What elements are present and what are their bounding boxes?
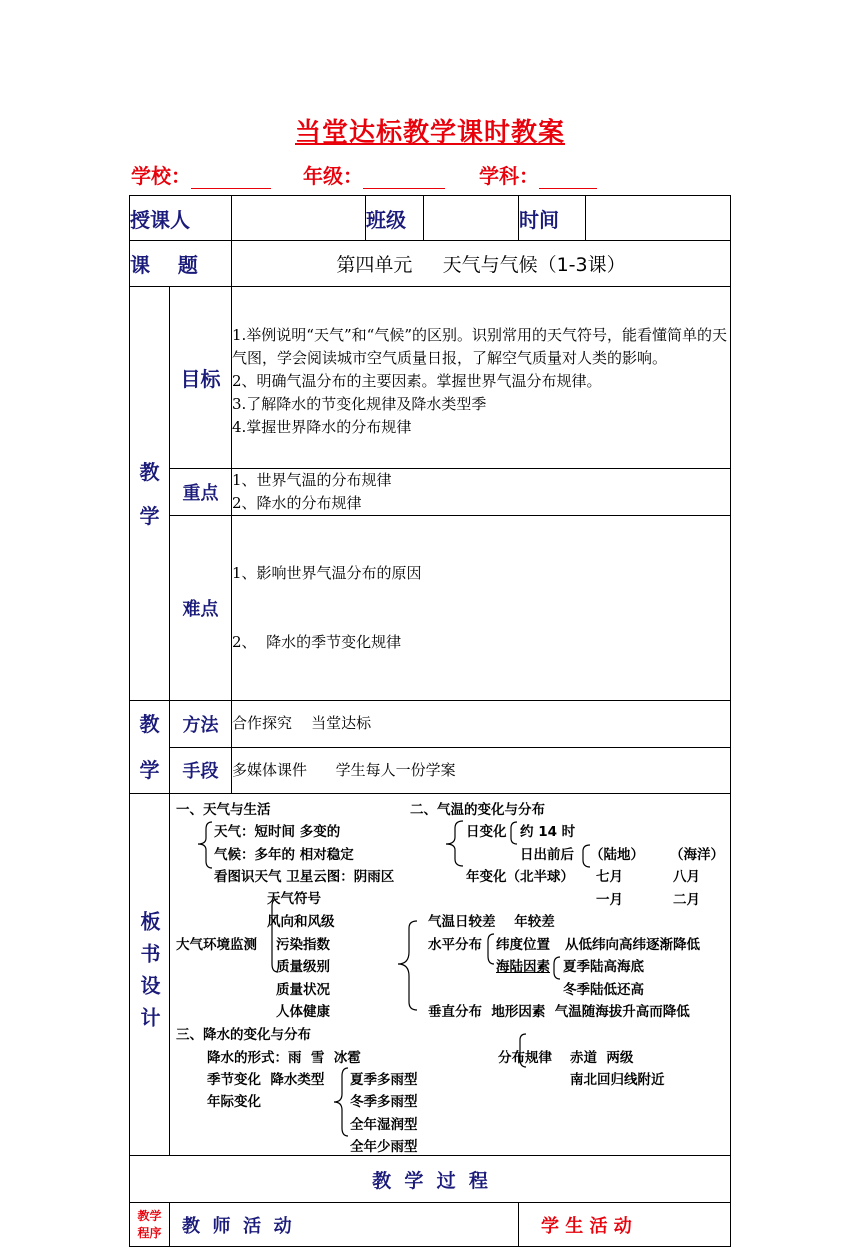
topic-row: [130, 241, 731, 287]
teaching-side-char-2: 学: [139, 503, 160, 528]
board-s2-latitude-rule: 从低纬向高纬逐渐降低: [565, 937, 700, 953]
method-side-char-2: 学: [139, 758, 160, 782]
time-value[interactable]: [586, 196, 731, 241]
board-s1-symbol: 天气符号: [267, 891, 321, 907]
board-s2-daily: 日变化: [466, 824, 507, 840]
grade-blank[interactable]: [363, 168, 445, 189]
board-s2-daily-1: 约 14 时: [520, 824, 576, 840]
key-item-1: 1、世界气温的分布规律: [232, 471, 392, 489]
board-s2-range: 气温日较差 年较差: [428, 914, 555, 930]
class-label: 班级: [366, 196, 424, 241]
key-content: [232, 469, 731, 516]
means-label: 手段: [170, 747, 232, 794]
board-s3-type-2: 冬季多雨型: [350, 1094, 418, 1110]
board-s1-wind: 风向和风级: [267, 914, 335, 930]
header-row: [130, 196, 731, 241]
board-s1-climate: 气候：多年的 相对稳定: [214, 847, 354, 863]
subject-field: [479, 160, 597, 189]
teacher-label: 授课人: [130, 196, 232, 241]
topic-label: 课 题: [130, 241, 232, 287]
board-s1-weather: 天气：短时间 多变的: [214, 824, 341, 840]
board-s3-seasonal: 季节变化 降水类型: [207, 1072, 325, 1088]
board-s2-title: 二、气温的变化与分布: [410, 802, 545, 818]
key-label: 重点: [170, 469, 232, 516]
key-item-2: 2、降水的分布规律: [232, 494, 362, 512]
board-s3-equator: 赤道 两级: [570, 1050, 634, 1066]
board-s2-jul: 七月: [596, 869, 623, 885]
board-row: [130, 794, 731, 1156]
process-title-row: [130, 1156, 731, 1203]
board-s1-title: 一、天气与生活: [176, 802, 271, 818]
goal-item-2: 2、明确气温分布的主要因素。掌握世界气温分布规律。: [232, 372, 602, 390]
school-field: [131, 160, 271, 189]
board-s2-horizontal: 水平分布: [428, 937, 482, 953]
difficult-row: [130, 516, 731, 701]
board-side-text: 板书设计: [137, 910, 161, 1039]
board-design-cell: [170, 794, 731, 1156]
board-s2-daily-2: 日出前后: [520, 847, 574, 863]
board-s1-quality-status: 质量状况: [276, 982, 330, 998]
grade-label: 年级：: [303, 164, 363, 188]
board-s3-type-3: 全年湿润型: [350, 1117, 418, 1133]
board-s3-tropic: 南北回归线附近: [570, 1072, 665, 1088]
time-label: 时间: [519, 196, 586, 241]
board-side-label: [130, 794, 170, 1156]
grade-field: [303, 160, 445, 189]
goal-content: [232, 287, 731, 469]
goal-item-1: 1.举例说明“天气”和“气候”的区别。识别常用的天气符号，能看懂简单的天气图，学会阅读城市空气质量日报，了解空气质量对人类的影响。: [232, 326, 727, 367]
board-design: [170, 794, 730, 1155]
board-s2-landsea: 海陆因素: [496, 959, 550, 975]
bracket-daily: [511, 822, 517, 844]
topic-value: 第四单元 天气与气候（1-3课）: [232, 241, 731, 287]
board-s3-title: 三、降水的变化与分布: [176, 1027, 311, 1043]
board-s3-type-1: 夏季多雨型: [350, 1072, 418, 1088]
difficult-item-1: 1、影响世界气温分布的原因: [232, 564, 422, 582]
board-s2-ocean: （海洋）: [670, 847, 724, 863]
means-row: [130, 747, 731, 794]
key-row: [130, 469, 731, 516]
board-s2-land: （陆地）: [590, 847, 644, 863]
board-s1-env: 大气环境监测: [176, 937, 257, 953]
board-s3-type-4: 全年少雨型: [350, 1139, 418, 1155]
subject-label: 学科：: [479, 164, 539, 188]
school-label: 学校：: [131, 164, 191, 188]
difficult-content: [232, 516, 731, 701]
bracket-weather: [198, 822, 212, 868]
method-value: 合作探究 当堂达标: [232, 701, 731, 748]
process-title: 教 学 过 程: [130, 1156, 731, 1203]
board-s1-read: 看图识天气 卫星云图：阴雨区: [214, 869, 395, 885]
goal-item-3: 3.了解降水的节变化规律及降水类型季: [232, 395, 487, 413]
means-value: 多媒体课件 学生每人一份学案: [232, 747, 731, 794]
school-blank[interactable]: [191, 168, 271, 189]
bracket-distribution: [398, 921, 417, 1010]
bracket-rain-types: [334, 1068, 348, 1136]
board-s1-pollution: 污染指数: [276, 937, 330, 953]
board-s2-feb: 二月: [673, 892, 700, 908]
board-s3-forms: 降水的形式：雨 雪 冰雹: [207, 1050, 361, 1066]
board-s2-jan: 一月: [596, 892, 623, 908]
lesson-plan-table: [129, 195, 731, 1247]
method-label: 方法: [170, 701, 232, 748]
board-s2-aug: 八月: [673, 869, 700, 885]
process-header-row: [130, 1203, 731, 1247]
method-row: [130, 701, 731, 748]
board-s3-annual: 年际变化: [207, 1094, 261, 1110]
board-s1-quality-level: 质量级别: [276, 959, 330, 975]
board-s1-health: 人体健康: [276, 1004, 330, 1020]
difficult-item-2: 2、 降水的季节变化规律: [232, 633, 402, 651]
bracket-horizontal: [488, 934, 494, 964]
board-s2-latitude: 纬度位置: [496, 937, 550, 953]
bracket-temp: [446, 821, 463, 866]
difficult-label: 难点: [170, 516, 232, 701]
bracket-annual: [583, 845, 590, 867]
bracket-landsea: [554, 957, 560, 979]
method-side-label: [130, 701, 170, 794]
board-s3-rule: 分布规律: [498, 1050, 552, 1066]
board-s2-summer: 夏季陆高海底: [563, 959, 644, 975]
board-s2-vertical: 垂直分布 地形因素 气温随海拔升高而降低: [428, 1004, 690, 1020]
board-s2-annual: 年变化（北半球）: [466, 869, 574, 885]
process-step-label: 教学程序: [130, 1203, 170, 1247]
teacher-activity-header: 教 师 活 动: [170, 1203, 519, 1247]
page-title: 当堂达标教学课时教案: [294, 118, 565, 148]
goal-item-4: 4.掌握世界降水的分布规律: [232, 418, 412, 436]
goal-label: 目标: [170, 287, 232, 469]
teaching-side-label: [130, 287, 170, 701]
class-value[interactable]: [424, 196, 519, 241]
goal-row: [130, 287, 731, 469]
teaching-side-char-1: 教: [139, 459, 160, 484]
subject-blank[interactable]: [539, 168, 597, 189]
teacher-value[interactable]: [232, 196, 366, 241]
board-s2-winter: 冬季陆低还高: [563, 982, 644, 998]
method-side-char-1: 教: [139, 712, 160, 736]
student-activity-header: 学 生 活 动: [519, 1203, 731, 1247]
